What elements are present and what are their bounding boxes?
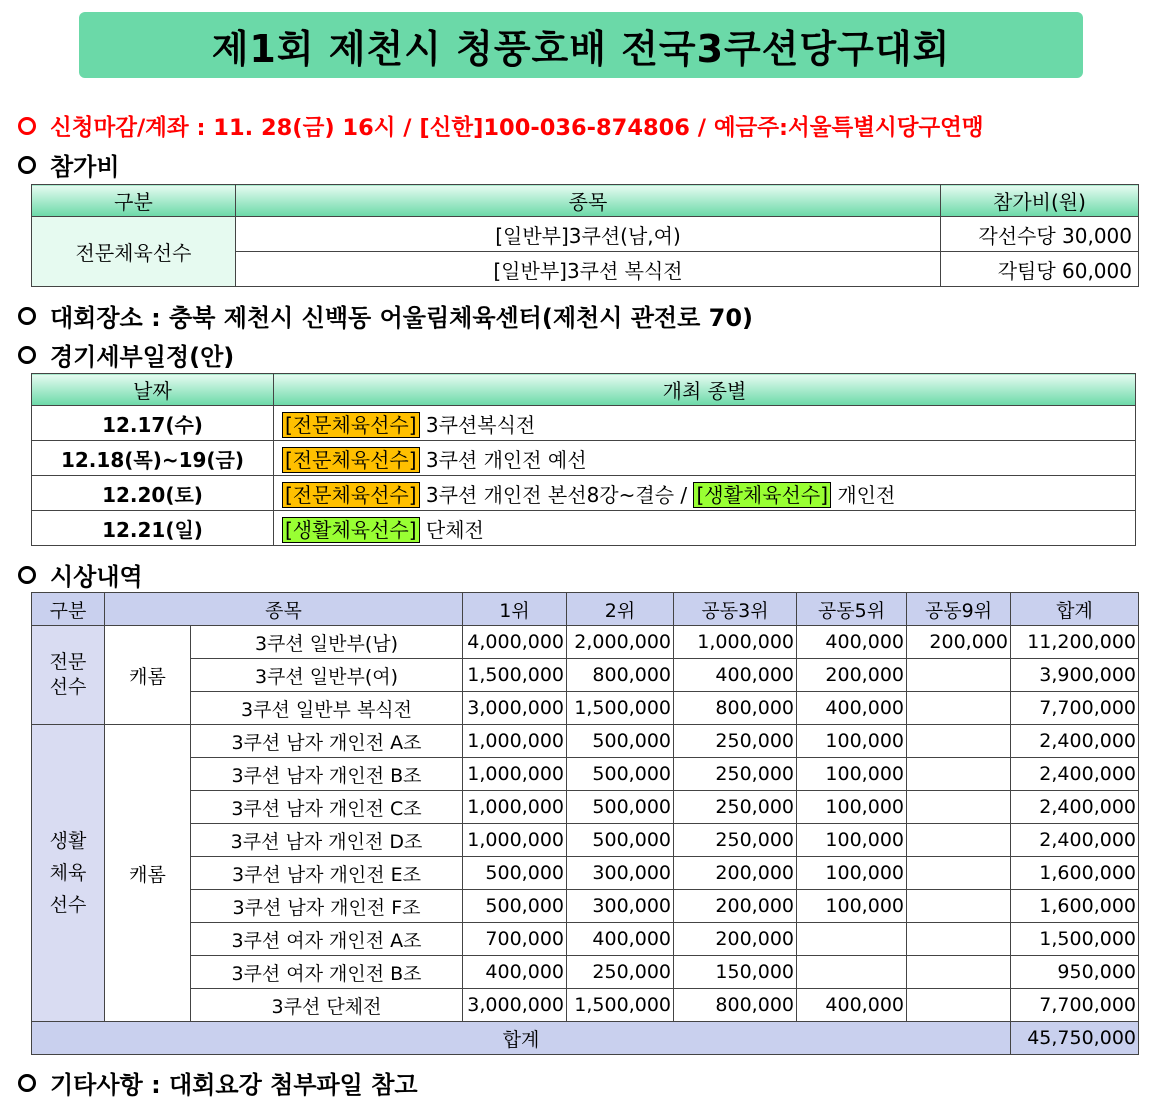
schedule-table (31, 373, 1136, 546)
prize-subcategory: 캐롬 (105, 626, 191, 725)
schedule-header-type: 개최 종별 (274, 374, 1136, 406)
prize-amount: 250,000 (674, 758, 797, 791)
prize-amount: 500,000 (567, 791, 674, 824)
prize-amount: 3,900,000 (1011, 659, 1139, 692)
prize-amount: 200,000 (797, 659, 907, 692)
prize-table (31, 592, 1139, 1055)
prize-amount: 250,000 (674, 824, 797, 857)
schedule-heading: 경기세부일정(안) (50, 343, 235, 371)
schedule-heading-line (14, 337, 234, 372)
schedule-text: 3쿠션 개인전 예선 (425, 447, 587, 472)
prize-amount: 250,000 (567, 956, 674, 989)
prize-total-row (32, 1022, 1139, 1055)
prize-amount: 800,000 (567, 659, 674, 692)
circle-bullet-icon (18, 346, 36, 364)
prize-amount (907, 758, 1011, 791)
prize-row (32, 890, 1139, 923)
prize-amount: 950,000 (1011, 956, 1139, 989)
schedule-row (32, 441, 1136, 476)
prize-amount: 1,500,000 (567, 989, 674, 1022)
fee-heading-line (14, 147, 120, 182)
prize-row (32, 626, 1139, 659)
schedule-row (32, 511, 1136, 546)
amateur-tag: [생활체육선수] (693, 482, 831, 508)
prize-row (32, 824, 1139, 857)
fee-header-category: 구분 (32, 185, 236, 217)
schedule-desc (274, 511, 1136, 546)
circle-bullet-icon (18, 307, 36, 325)
prize-row (32, 692, 1139, 725)
prize-amount: 200,000 (674, 857, 797, 890)
prize-amount: 500,000 (567, 758, 674, 791)
prize-amount: 400,000 (567, 923, 674, 956)
circle-bullet-icon (18, 156, 36, 174)
fee-amount: 각선수당 30,000 (941, 217, 1139, 252)
prize-event-name: 3쿠션 여자 개인전 B조 (191, 956, 463, 989)
pro-tag: [전문체육선수] (282, 447, 420, 473)
prize-event-name: 3쿠션 여자 개인전 A조 (191, 923, 463, 956)
deadline-line (14, 110, 984, 142)
prize-amount: 100,000 (797, 857, 907, 890)
prize-heading: 시상내역 (50, 563, 143, 591)
prize-row (32, 791, 1139, 824)
prize-header-category: 구분 (32, 593, 105, 626)
fee-table (31, 184, 1139, 287)
prize-amount (797, 923, 907, 956)
prize-amount: 400,000 (674, 659, 797, 692)
prize-amount: 1,500,000 (567, 692, 674, 725)
fee-header-row (32, 185, 1139, 217)
prize-header-9th: 공동9위 (907, 593, 1011, 626)
prize-amount: 1,600,000 (1011, 857, 1139, 890)
circle-bullet-icon (18, 1074, 36, 1092)
prize-amount: 400,000 (797, 989, 907, 1022)
prize-total-label: 합계 (32, 1022, 1011, 1055)
prize-amount: 1,000,000 (674, 626, 797, 659)
page-title: 제1회 제천시 청풍호배 전국3쿠션당구대회 (211, 26, 951, 71)
prize-header-row (32, 593, 1139, 626)
prize-amount: 500,000 (567, 725, 674, 758)
prize-event-name: 3쿠션 단체전 (191, 989, 463, 1022)
prize-event-name: 3쿠션 남자 개인전 A조 (191, 725, 463, 758)
prize-amount: 800,000 (674, 989, 797, 1022)
prize-amount: 250,000 (674, 791, 797, 824)
prize-amount: 500,000 (567, 824, 674, 857)
schedule-row (32, 406, 1136, 441)
prize-row (32, 989, 1139, 1022)
prize-amount: 300,000 (567, 857, 674, 890)
prize-event-name: 3쿠션 일반부 복식전 (191, 692, 463, 725)
prize-amount (907, 956, 1011, 989)
schedule-date: 12.21(일) (32, 511, 274, 546)
schedule-row (32, 476, 1136, 511)
prize-event-name: 3쿠션 일반부(남) (191, 626, 463, 659)
fee-category: 전문체육선수 (32, 217, 236, 287)
prize-amount: 2,400,000 (1011, 725, 1139, 758)
pro-tag: [전문체육선수] (282, 412, 420, 438)
other-line (14, 1065, 418, 1100)
prize-amount (907, 791, 1011, 824)
prize-amount: 3,000,000 (463, 692, 567, 725)
prize-amount: 400,000 (463, 956, 567, 989)
prize-amount: 100,000 (797, 758, 907, 791)
other-text: 기타사항 : 대회요강 첨부파일 참고 (50, 1071, 418, 1099)
circle-bullet-icon (18, 117, 36, 135)
prize-amount: 1,000,000 (463, 791, 567, 824)
prize-amount: 4,000,000 (463, 626, 567, 659)
prize-amount (907, 923, 1011, 956)
prize-category: 전문 선수 (32, 626, 105, 725)
prize-amount: 7,700,000 (1011, 692, 1139, 725)
fee-event: [일반부]3쿠션(남,여) (236, 217, 941, 252)
prize-subcategory: 캐롬 (105, 725, 191, 1022)
schedule-text: 3쿠션복식전 (425, 412, 536, 437)
schedule-header-row (32, 374, 1136, 406)
prize-amount: 1,000,000 (463, 758, 567, 791)
prize-amount: 1,600,000 (1011, 890, 1139, 923)
prize-amount: 150,000 (674, 956, 797, 989)
prize-amount: 400,000 (797, 692, 907, 725)
schedule-desc (274, 476, 1136, 511)
prize-header-total: 합계 (1011, 593, 1139, 626)
prize-amount: 100,000 (797, 890, 907, 923)
prize-amount (907, 659, 1011, 692)
prize-amount: 500,000 (463, 857, 567, 890)
prize-amount: 200,000 (907, 626, 1011, 659)
prize-amount (907, 890, 1011, 923)
prize-amount: 2,400,000 (1011, 758, 1139, 791)
fee-amount: 각팀당 60,000 (941, 252, 1139, 287)
prize-amount: 11,200,000 (1011, 626, 1139, 659)
venue-line (14, 298, 753, 333)
prize-header-2nd: 2위 (567, 593, 674, 626)
prize-amount: 100,000 (797, 791, 907, 824)
prize-amount (907, 692, 1011, 725)
schedule-text: 단체전 (425, 517, 484, 542)
prize-row (32, 659, 1139, 692)
fee-heading: 참가비 (50, 153, 120, 181)
schedule-text: 3쿠션 개인전 본선8강~결승 / (425, 482, 688, 507)
venue-text: 대회장소 : 충북 제천시 신백동 어울림체육센터(제천시 관전로 70) (50, 304, 754, 332)
prize-amount: 2,400,000 (1011, 824, 1139, 857)
prize-amount: 700,000 (463, 923, 567, 956)
title-banner (79, 12, 1083, 78)
prize-amount: 100,000 (797, 824, 907, 857)
schedule-desc (274, 406, 1136, 441)
schedule-text: 개인전 (837, 482, 896, 507)
prize-amount (907, 725, 1011, 758)
prize-heading-line (14, 557, 143, 592)
prize-amount: 2,000,000 (567, 626, 674, 659)
pro-tag: [전문체육선수] (282, 482, 420, 508)
prize-amount (907, 989, 1011, 1022)
prize-event-name: 3쿠션 일반부(여) (191, 659, 463, 692)
prize-amount: 100,000 (797, 725, 907, 758)
schedule-desc (274, 441, 1136, 476)
prize-amount: 300,000 (567, 890, 674, 923)
prize-row (32, 758, 1139, 791)
prize-row (32, 857, 1139, 890)
prize-amount: 3,000,000 (463, 989, 567, 1022)
prize-event-name: 3쿠션 남자 개인전 C조 (191, 791, 463, 824)
prize-amount: 1,500,000 (463, 659, 567, 692)
prize-amount: 1,500,000 (1011, 923, 1139, 956)
prize-row (32, 725, 1139, 758)
prize-event-name: 3쿠션 남자 개인전 E조 (191, 857, 463, 890)
prize-amount: 2,400,000 (1011, 791, 1139, 824)
prize-total-value: 45,750,000 (1011, 1022, 1139, 1055)
prize-amount (907, 857, 1011, 890)
schedule-date: 12.20(토) (32, 476, 274, 511)
prize-header-5th: 공동5위 (797, 593, 907, 626)
prize-header-3rd: 공동3위 (674, 593, 797, 626)
prize-amount (797, 956, 907, 989)
schedule-date: 12.18(목)~19(금) (32, 441, 274, 476)
prize-row (32, 956, 1139, 989)
prize-amount: 200,000 (674, 890, 797, 923)
prize-header-1st: 1위 (463, 593, 567, 626)
prize-header-event: 종목 (105, 593, 463, 626)
prize-amount: 1,000,000 (463, 725, 567, 758)
prize-amount: 200,000 (674, 923, 797, 956)
fee-row (32, 217, 1139, 252)
prize-event-name: 3쿠션 남자 개인전 D조 (191, 824, 463, 857)
prize-amount: 400,000 (797, 626, 907, 659)
schedule-date: 12.17(수) (32, 406, 274, 441)
prize-amount (907, 824, 1011, 857)
amateur-tag: [생활체육선수] (282, 517, 420, 543)
fee-header-event: 종목 (236, 185, 941, 217)
fee-header-fee: 참가비(원) (941, 185, 1139, 217)
circle-bullet-icon (18, 566, 36, 584)
fee-event: [일반부]3쿠션 복식전 (236, 252, 941, 287)
prize-amount: 500,000 (463, 890, 567, 923)
schedule-header-date: 날짜 (32, 374, 274, 406)
prize-amount: 800,000 (674, 692, 797, 725)
prize-category: 생활 체육 선수 (32, 725, 105, 1022)
prize-amount: 7,700,000 (1011, 989, 1139, 1022)
prize-event-name: 3쿠션 남자 개인전 B조 (191, 758, 463, 791)
prize-event-name: 3쿠션 남자 개인전 F조 (191, 890, 463, 923)
deadline-text: 신청마감/계좌 : 11. 28(금) 16시 / [신한]100-036-874806 / 예금주:서울특별시당구연맹 (50, 115, 984, 141)
prize-amount: 250,000 (674, 725, 797, 758)
prize-amount: 1,000,000 (463, 824, 567, 857)
prize-row (32, 923, 1139, 956)
